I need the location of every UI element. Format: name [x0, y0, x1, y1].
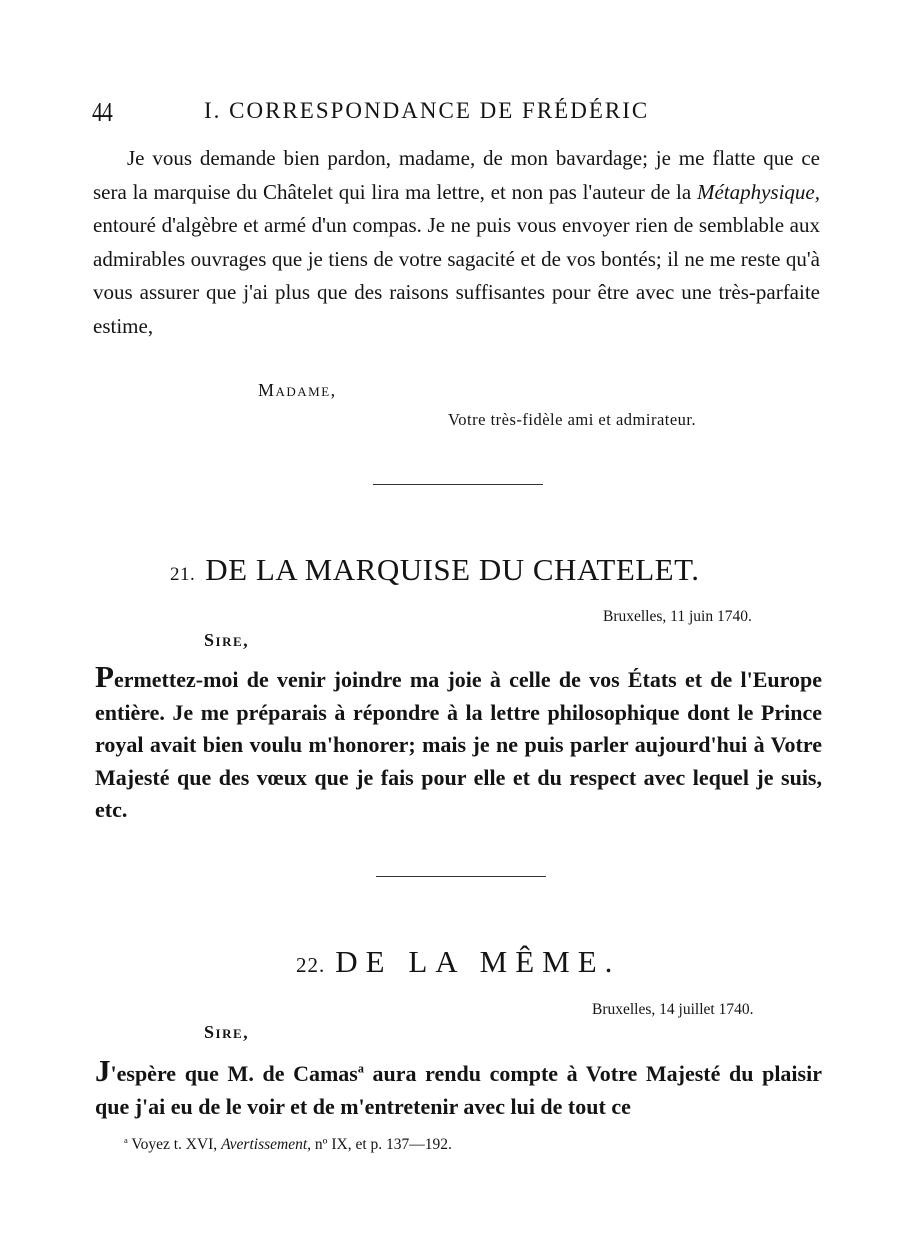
- letter-21-salutation: Sire,: [204, 630, 250, 650]
- section-divider: [373, 484, 543, 485]
- footnote-text-end: nº IX, et p. 137—192.: [311, 1136, 452, 1153]
- letter-22-salutation: Sire,: [204, 1022, 250, 1042]
- closing-paragraph: [93, 142, 820, 343]
- letter-22-text-start: 'espère que M. de Camas: [110, 1061, 358, 1086]
- footnote-text-start: Voyez t. XVI,: [127, 1136, 222, 1153]
- letter-21-title: DE LA MARQUISE DU CHATELET.: [205, 552, 700, 587]
- section-divider: [376, 876, 546, 877]
- signoff-line: Votre très-fidèle ami et admirateur.: [448, 410, 697, 429]
- letter-21-text: ermettez-moi de venir joindre ma joie à celle de vos États et de l'Europe entière. Je me préparais à répondre à la lettre philosophique dont le Prince royal avait bien voulu m'honorer; mais je ne puis parler aujourd'hui à Votre Majesté que des vœux que je fais pour elle et du respect avec lequel je suis, etc.: [95, 667, 822, 822]
- salutation-madame: Madame,: [258, 380, 337, 400]
- letter-21-initial: P: [95, 659, 114, 694]
- page-number: 44: [92, 97, 112, 127]
- letter-21-number: 21.: [170, 564, 196, 585]
- footnote-italic: Avertissement,: [221, 1136, 312, 1153]
- work-title-italic: Métaphysique,: [696, 179, 820, 204]
- letter-22-dateline: Bruxelles, 14 juillet 1740.: [592, 1001, 754, 1018]
- letter-21-heading: [170, 552, 700, 588]
- letter-21-body: [95, 659, 822, 827]
- letter-22-initial: J: [95, 1053, 111, 1088]
- letter-22-heading: [296, 944, 620, 980]
- running-title: I. CORRESPONDANCE DE FRÉDÉRIC: [204, 98, 650, 123]
- closing-text-end: entouré d'algèbre et armé d'un compas. Je ne puis vous envoyer rien de semblable aux admirables ouvrages que je tiens de votre sagacité et de vos bontés; il ne me reste qu'à vous assurer que j'ai plus que des raisons suffisantes pour être avec une très-parfaite estime,: [93, 213, 820, 338]
- letter-22-text-end: aura rendu compte à Votre Majesté du plaisir que j'ai eu de le voir et de m'entretenir avec lui de tout ce: [95, 1061, 822, 1119]
- footnote-marker: a: [124, 1134, 128, 1145]
- letter-22-body: [95, 1053, 822, 1123]
- footnote: [124, 1136, 452, 1154]
- closing-text-start: Je vous demande bien pardon, madame, de mon bavardage; je me flatte que ce sera la marquise du Châtelet qui lira ma lettre, et non pas l'auteur de la: [93, 146, 820, 204]
- letter-22-title: DE LA MÊME.: [335, 944, 621, 979]
- letter-21-dateline: Bruxelles, 11 juin 1740.: [603, 608, 752, 625]
- footnote-reference: a: [357, 1061, 364, 1076]
- letter-22-number: 22.: [296, 953, 326, 977]
